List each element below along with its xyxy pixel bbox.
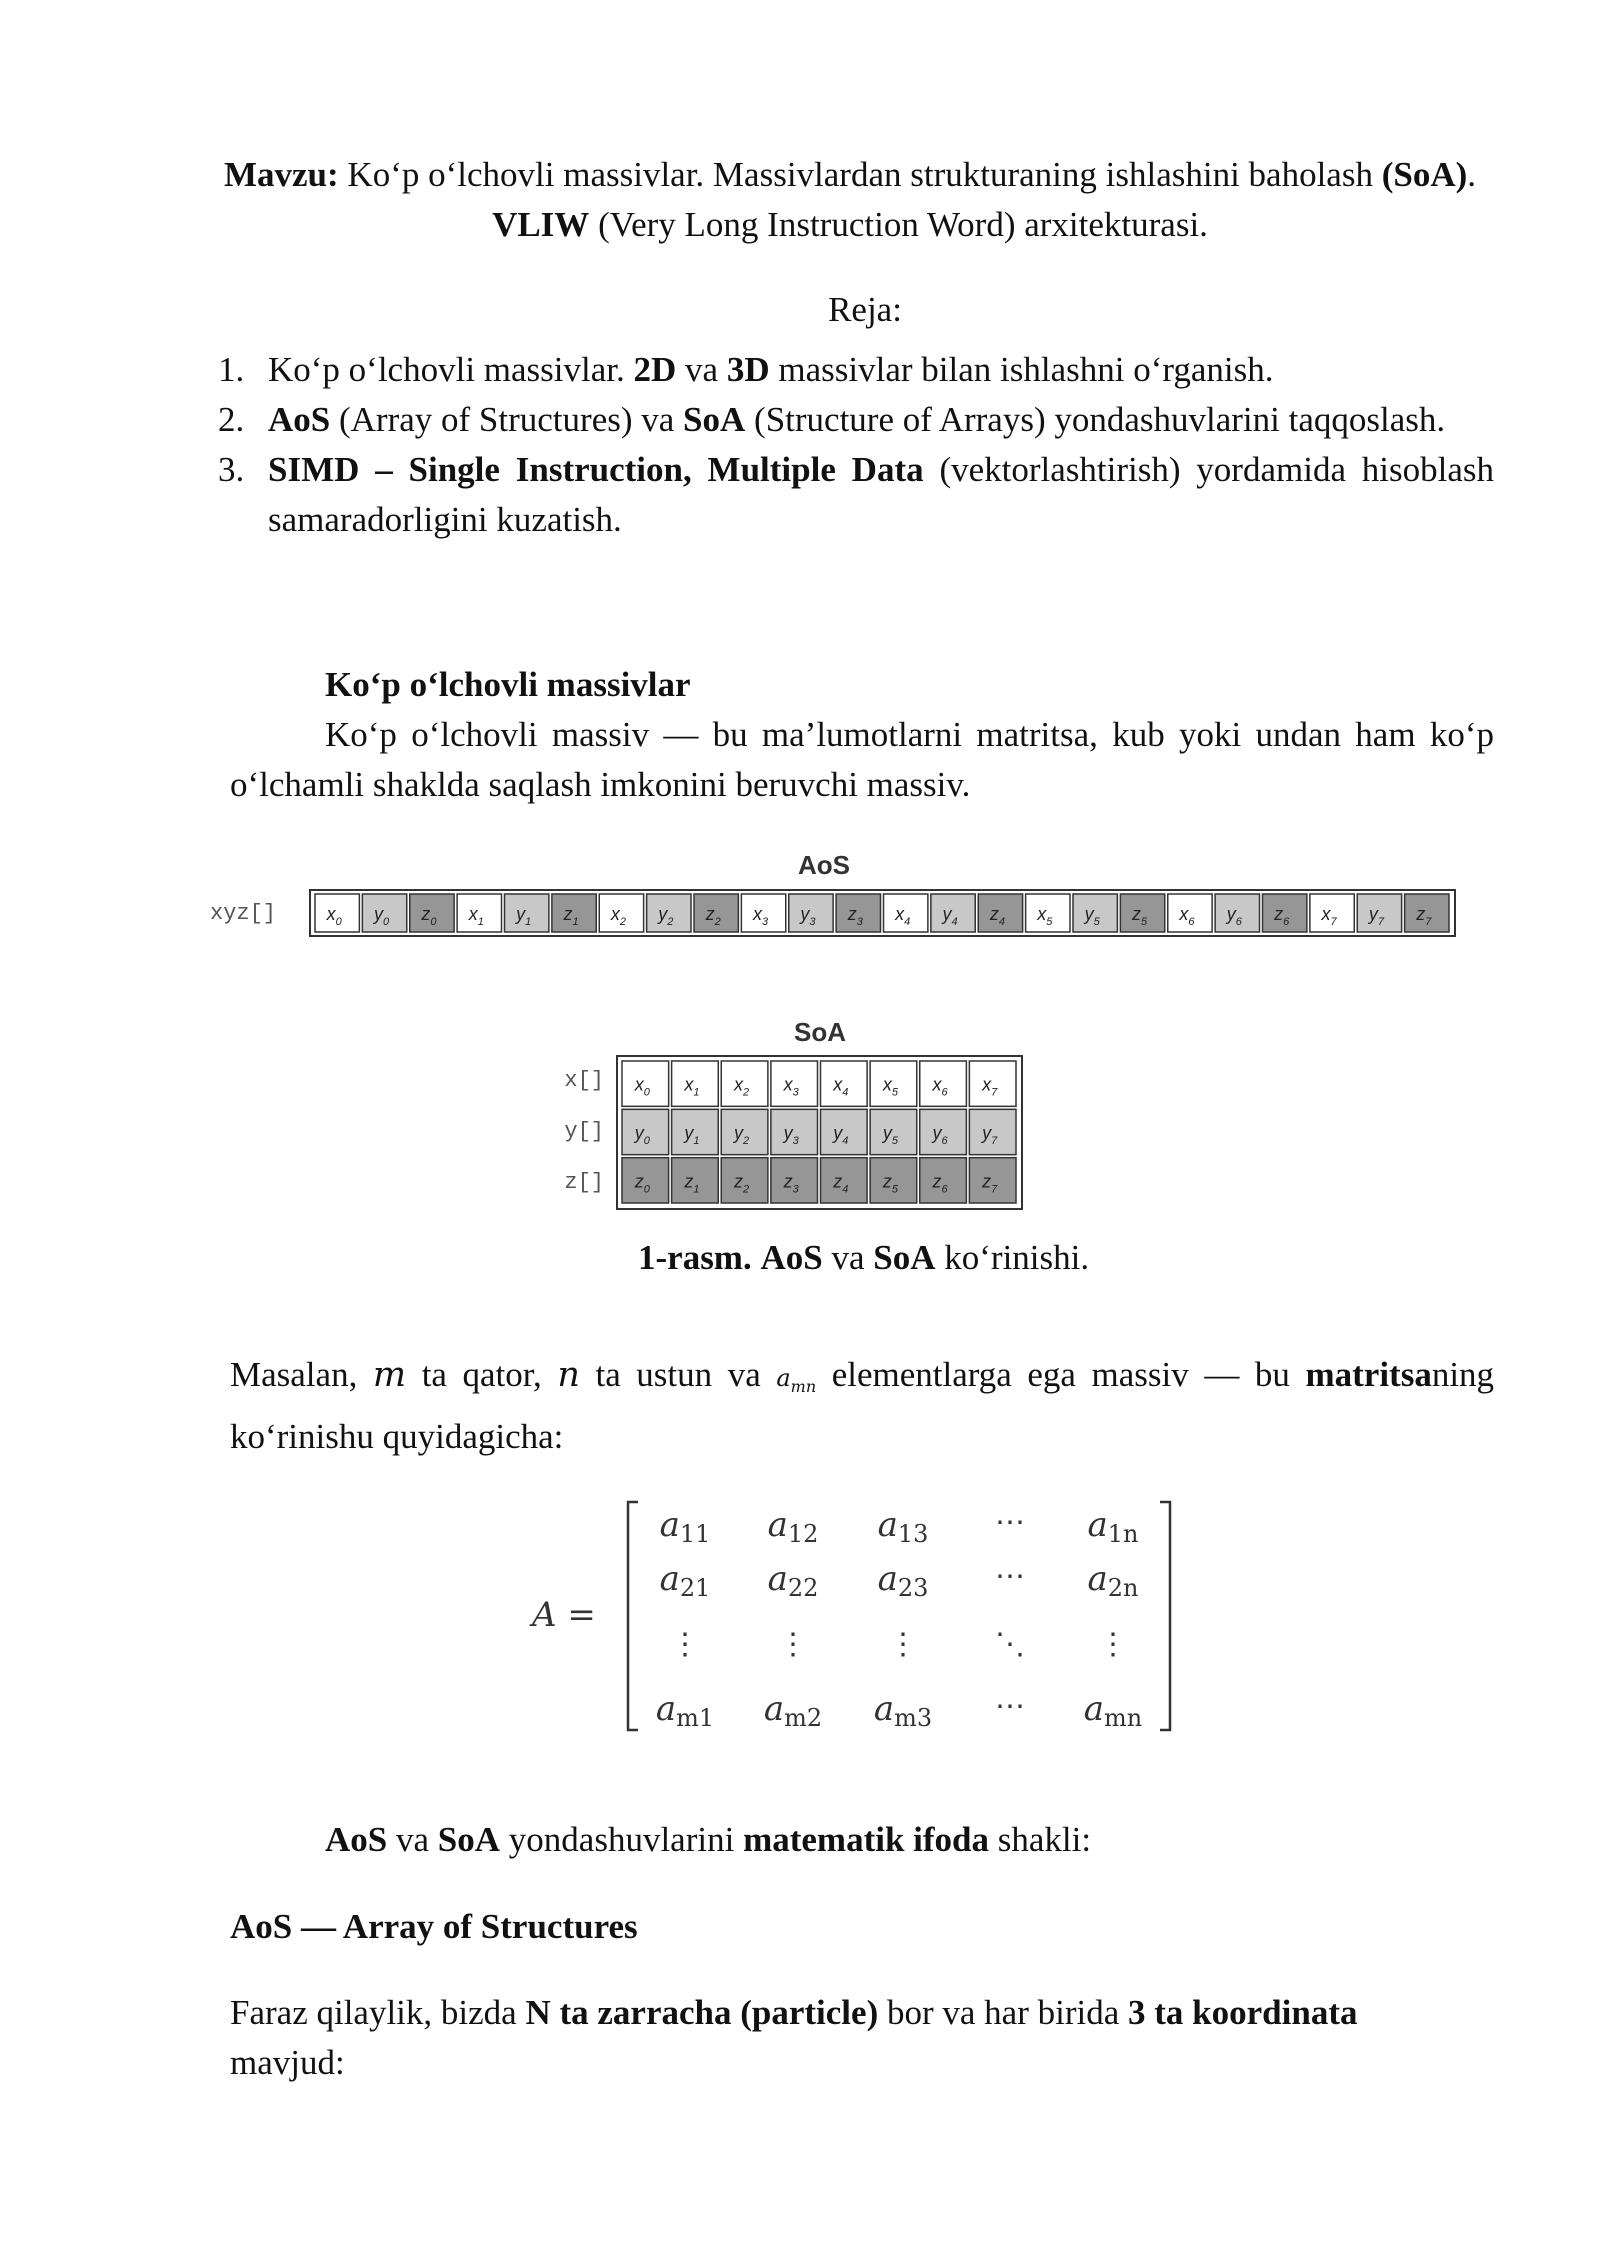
cell-box bbox=[821, 1061, 868, 1106]
example-var-amn bbox=[776, 1364, 817, 1396]
cell-label: $x_0$ bbox=[634, 1074, 650, 1099]
array-cell-x3 bbox=[741, 894, 785, 932]
cell-label: $y_1$ bbox=[516, 904, 532, 928]
math-form-text: shakli: bbox=[997, 1820, 1092, 1859]
cell-box bbox=[721, 1061, 768, 1106]
matrix-entry: a12 bbox=[767, 1505, 819, 1548]
array-cell-z2 bbox=[721, 1158, 768, 1203]
caption-soa: SoA bbox=[873, 1238, 936, 1277]
matrix-entry: a21 bbox=[659, 1559, 711, 1602]
matrix-hdots: ⋯ bbox=[995, 1689, 1025, 1724]
array-cell-z3 bbox=[771, 1158, 818, 1203]
array-cell-y3 bbox=[771, 1109, 818, 1154]
array-cell-x1 bbox=[672, 1061, 719, 1106]
cell-label: $z_3$ bbox=[783, 1171, 799, 1196]
cell-label: $x_4$ bbox=[833, 1074, 849, 1099]
caption-text: va bbox=[831, 1238, 865, 1277]
cell-label: $x_7$ bbox=[1321, 904, 1337, 928]
cell-label: $z_2$ bbox=[734, 1171, 750, 1196]
array-cell-x3 bbox=[771, 1061, 818, 1106]
cell-label: $z_6$ bbox=[1274, 904, 1290, 928]
matrix-entry: am1 bbox=[655, 1689, 715, 1732]
array-cell-y1 bbox=[672, 1109, 719, 1154]
cell-label: $y_3$ bbox=[783, 1123, 799, 1147]
cell-label: $z_5$ bbox=[882, 1171, 898, 1196]
example-paragraph bbox=[230, 1350, 1494, 1462]
array-cell-z0 bbox=[410, 894, 454, 932]
cell-label: $x_6$ bbox=[932, 1074, 948, 1099]
plan-item-bold: 2D bbox=[633, 350, 677, 389]
cell-box bbox=[821, 1158, 868, 1203]
plan-item-text: Ko‘p o‘lchovli massivlar. bbox=[268, 350, 625, 389]
example-text: ta qator, bbox=[421, 1355, 542, 1394]
plan-item-text: (vektorlashtirish) yordamida hisoblash samaradorligini kuzatish. bbox=[268, 450, 1495, 539]
cell-label: $x_6$ bbox=[1179, 904, 1195, 928]
matrix-entry: am3 bbox=[873, 1689, 933, 1732]
topic-vliw-text: (Very Long Instruction Word) arxitekturasi. bbox=[598, 205, 1208, 244]
particle-text: mavjud: bbox=[230, 2043, 345, 2082]
cell-label: $x_3$ bbox=[783, 1074, 799, 1099]
array-cell-z5 bbox=[870, 1158, 917, 1203]
math-form-line bbox=[325, 1815, 1091, 1865]
particle-text: Faraz qilaylik, bizda bbox=[230, 1993, 517, 2032]
array-cell-y7 bbox=[969, 1109, 1016, 1154]
array-cell-y2 bbox=[721, 1109, 768, 1154]
array-cell-y2 bbox=[647, 894, 691, 932]
cell-box bbox=[622, 1061, 669, 1106]
cell-label: $x_7$ bbox=[982, 1074, 998, 1099]
cell-label: $z_1$ bbox=[684, 1171, 700, 1196]
plan-heading: Reja: bbox=[828, 290, 902, 329]
topic-dot: . bbox=[1467, 155, 1477, 194]
array-cell-x5 bbox=[870, 1061, 917, 1106]
aos-title: AoS bbox=[798, 850, 850, 880]
array-cell-x2 bbox=[721, 1061, 768, 1106]
array-cell-z1 bbox=[672, 1158, 719, 1203]
left-bracket bbox=[628, 1502, 638, 1730]
math-form-bold: SoA bbox=[437, 1820, 501, 1859]
particle-paragraph bbox=[230, 1988, 1494, 2088]
cell-box bbox=[870, 1061, 917, 1106]
plan-item-text: va bbox=[685, 350, 719, 389]
example-text: ning ko‘rinishu quyidagicha: bbox=[230, 1355, 1495, 1456]
cell-label: $y_1$ bbox=[684, 1123, 700, 1147]
aos-array-label: xyz[] bbox=[210, 901, 277, 926]
soa-title: SoA bbox=[794, 1017, 846, 1047]
math-form-bold: matematik ifoda bbox=[743, 1820, 990, 1859]
section-heading-aos bbox=[230, 1902, 638, 1952]
aos-soa-figure bbox=[0, 840, 1600, 1230]
cell-label: $x_5$ bbox=[1037, 904, 1053, 928]
array-cell-z2 bbox=[694, 894, 738, 932]
math-form-bold: AoS bbox=[325, 1820, 388, 1859]
cell-label: $y_7$ bbox=[982, 1123, 998, 1147]
cell-label: $x_4$ bbox=[895, 904, 911, 928]
topic-text: Ko‘p o‘lchovli massivlar. Massivlardan strukturaning ishlashini baholash bbox=[347, 155, 1373, 194]
soa-cells bbox=[617, 1056, 1022, 1209]
cell-label: $z_7$ bbox=[1416, 904, 1432, 928]
array-cell-y3 bbox=[789, 894, 833, 932]
example-text: Masalan, bbox=[230, 1355, 358, 1394]
plan-item-bold: AoS bbox=[268, 400, 331, 439]
array-cell-z7 bbox=[1405, 894, 1449, 932]
cell-label: $x_2$ bbox=[610, 904, 626, 928]
cell-label: $x_1$ bbox=[684, 1074, 700, 1099]
matrix-vdots: ⋮ bbox=[778, 1627, 808, 1662]
array-cell-x4 bbox=[884, 894, 928, 932]
cell-box bbox=[920, 1061, 967, 1106]
caption-text: ko‘rinishi. bbox=[944, 1238, 1090, 1277]
cell-label: $y_3$ bbox=[800, 904, 816, 928]
topic-title bbox=[200, 150, 1500, 250]
plan-item-number: 1. bbox=[218, 350, 245, 389]
matrix-entry: a1n bbox=[1087, 1505, 1139, 1548]
plan-item-bold: 3D bbox=[726, 350, 770, 389]
cell-box bbox=[870, 1109, 917, 1154]
matrix-entry: a23 bbox=[877, 1559, 929, 1602]
aos-heading-text: AoS — Array of Structures bbox=[230, 1907, 638, 1946]
particle-bold: 3 ta koordinata bbox=[1128, 1993, 1358, 2032]
array-cell-z6 bbox=[1263, 894, 1307, 932]
particle-bold: N ta zarracha (particle) bbox=[525, 1993, 879, 2032]
cell-box bbox=[721, 1158, 768, 1203]
figure-caption bbox=[638, 1233, 1089, 1283]
matrix-entry: a22 bbox=[767, 1559, 819, 1602]
example-text: elementlarga ega massiv — bu bbox=[831, 1355, 1290, 1394]
topic-label: Mavzu: bbox=[223, 155, 339, 194]
matrix-entry: a2n bbox=[1087, 1559, 1139, 1602]
array-cell-z0 bbox=[622, 1158, 669, 1203]
topic-vliw: VLIW bbox=[492, 205, 590, 244]
cell-box bbox=[622, 1158, 669, 1203]
section-heading-text: Ko‘p o‘lchovli massivlar bbox=[325, 665, 691, 704]
cell-label: $z_3$ bbox=[847, 904, 863, 928]
cell-label: $z_4$ bbox=[833, 1171, 849, 1196]
plan-item-number: 3. bbox=[218, 450, 245, 489]
cell-box bbox=[969, 1158, 1016, 1203]
caption-aos: AoS bbox=[760, 1238, 823, 1277]
cell-box bbox=[771, 1061, 818, 1106]
cell-label: $y_6$ bbox=[932, 1123, 948, 1147]
cell-box bbox=[920, 1109, 967, 1154]
soa-label-z: z[] bbox=[564, 1170, 604, 1195]
array-cell-y1 bbox=[505, 894, 549, 932]
right-bracket bbox=[1160, 1502, 1170, 1730]
array-cell-y0 bbox=[362, 894, 406, 932]
soa-label-x: x[] bbox=[564, 1068, 604, 1093]
array-cell-z4 bbox=[978, 894, 1022, 932]
cell-label: $y_5$ bbox=[1084, 904, 1100, 928]
array-cell-x6 bbox=[920, 1061, 967, 1106]
cell-box bbox=[622, 1109, 669, 1154]
cell-label: $z_0$ bbox=[634, 1171, 650, 1196]
cell-box bbox=[672, 1061, 719, 1106]
plan-item-1 bbox=[212, 345, 1494, 395]
caption-label: 1-rasm. bbox=[638, 1238, 752, 1277]
array-cell-y5 bbox=[870, 1109, 917, 1154]
matrix-ddots: ⋱ bbox=[995, 1627, 1025, 1662]
cell-box bbox=[920, 1158, 967, 1203]
cell-label: $y_4$ bbox=[942, 904, 958, 928]
math-form-text: yondashuvlarini bbox=[508, 1820, 735, 1859]
array-cell-z4 bbox=[821, 1158, 868, 1203]
aos-cells bbox=[310, 890, 1455, 936]
matrix-entry: amn bbox=[1083, 1689, 1143, 1732]
array-cell-x6 bbox=[1168, 894, 1212, 932]
array-cell-y4 bbox=[931, 894, 975, 932]
cell-label: $y_2$ bbox=[734, 1123, 750, 1147]
array-cell-y7 bbox=[1357, 894, 1401, 932]
array-cell-x5 bbox=[1026, 894, 1070, 932]
matrix-vdots: ⋮ bbox=[888, 1627, 918, 1662]
cell-box bbox=[771, 1158, 818, 1203]
matrix-lhs: A = bbox=[532, 1595, 596, 1635]
cell-label: $z_7$ bbox=[982, 1171, 998, 1196]
array-cell-z1 bbox=[552, 894, 596, 932]
cell-label: $x_0$ bbox=[326, 904, 342, 928]
array-cell-x1 bbox=[457, 894, 501, 932]
array-cell-x7 bbox=[1310, 894, 1354, 932]
matrix-hdots: ⋯ bbox=[995, 1559, 1025, 1594]
cell-box bbox=[969, 1109, 1016, 1154]
cell-box bbox=[672, 1158, 719, 1203]
cell-label: $x_1$ bbox=[468, 904, 484, 928]
cell-box bbox=[771, 1109, 818, 1154]
array-cell-z7 bbox=[969, 1158, 1016, 1203]
array-cell-y6 bbox=[1215, 894, 1259, 932]
cell-label: $z_1$ bbox=[563, 904, 579, 928]
cell-label: $z_0$ bbox=[421, 904, 437, 928]
matrix-entry: am2 bbox=[763, 1689, 823, 1732]
array-cell-x2 bbox=[599, 894, 643, 932]
plan-item-2 bbox=[212, 395, 1494, 445]
cell-label: $z_5$ bbox=[1132, 904, 1148, 928]
matrix-vdots: ⋮ bbox=[670, 1627, 700, 1662]
section-heading-multidim bbox=[325, 660, 691, 710]
cell-label: $z_4$ bbox=[989, 904, 1005, 928]
array-cell-z6 bbox=[920, 1158, 967, 1203]
soa-label-y: y[] bbox=[564, 1119, 604, 1144]
array-cell-y6 bbox=[920, 1109, 967, 1154]
matrix-entries bbox=[656, 1505, 1142, 1732]
cell-label: $y_6$ bbox=[1226, 904, 1242, 928]
cell-label: $y_0$ bbox=[374, 904, 390, 928]
amn-sub: mn bbox=[790, 1376, 817, 1396]
cell-label: $x_5$ bbox=[882, 1074, 898, 1099]
cell-label: $z_2$ bbox=[705, 904, 721, 928]
array-cell-y0 bbox=[622, 1109, 669, 1154]
amn-base: a bbox=[776, 1364, 791, 1392]
matrix-formula bbox=[520, 1490, 1180, 1750]
particle-text: bor va har birida bbox=[886, 1993, 1120, 2032]
cell-box bbox=[870, 1158, 917, 1203]
array-cell-y5 bbox=[1073, 894, 1117, 932]
matrix-vdots: ⋮ bbox=[1098, 1627, 1128, 1662]
cell-label: $y_0$ bbox=[634, 1123, 650, 1147]
topic-soa: (SoA) bbox=[1381, 155, 1468, 194]
array-cell-x0 bbox=[315, 894, 359, 932]
array-cell-x7 bbox=[969, 1061, 1016, 1106]
cell-box bbox=[672, 1109, 719, 1154]
example-text: ta ustun va bbox=[595, 1355, 761, 1394]
plan-item-text: (Array of Structures) va bbox=[339, 400, 675, 439]
cell-label: $y_4$ bbox=[833, 1123, 849, 1147]
cell-label: $x_3$ bbox=[753, 904, 769, 928]
multidim-paragraph: Ko‘p o‘lchovli massiv — bu ma’lumotlarni matritsa, kub yoki undan ham ko‘p o‘lchamli shaklda saqlash imkonini beruvchi massiv. bbox=[230, 715, 1494, 804]
example-var-n: n bbox=[557, 1355, 580, 1395]
example-bold: matritsa bbox=[1305, 1355, 1432, 1394]
cell-label: $y_7$ bbox=[1368, 904, 1384, 928]
cell-label: $z_6$ bbox=[932, 1171, 948, 1196]
cell-box bbox=[821, 1109, 868, 1154]
cell-label: $y_2$ bbox=[658, 904, 674, 928]
plan-item-bold: SoA bbox=[683, 400, 746, 439]
matrix-entry: a11 bbox=[659, 1505, 711, 1548]
example-var-m: m bbox=[372, 1355, 407, 1395]
matrix-entry: a13 bbox=[877, 1505, 929, 1548]
math-form-text: va bbox=[396, 1820, 430, 1859]
cell-box bbox=[969, 1061, 1016, 1106]
plan-item-text: massivlar bilan ishlashni o‘rganish. bbox=[778, 350, 1274, 389]
cell-label: $y_5$ bbox=[882, 1123, 898, 1147]
array-cell-x4 bbox=[821, 1061, 868, 1106]
cell-label: $x_2$ bbox=[734, 1074, 750, 1099]
plan-item-bold: SIMD – Single Instruction, Multiple Data bbox=[268, 450, 924, 489]
plan-list bbox=[212, 345, 1494, 545]
cell-box bbox=[721, 1109, 768, 1154]
plan-item-number: 2. bbox=[218, 400, 245, 439]
array-cell-x0 bbox=[622, 1061, 669, 1106]
array-cell-y4 bbox=[821, 1109, 868, 1154]
matrix-hdots: ⋯ bbox=[995, 1505, 1025, 1540]
array-cell-z5 bbox=[1120, 894, 1164, 932]
plan-item-text: (Structure of Arrays) yondashuvlarini taqqoslash. bbox=[754, 400, 1446, 439]
plan-item-3 bbox=[212, 445, 1494, 545]
array-cell-z3 bbox=[836, 894, 880, 932]
